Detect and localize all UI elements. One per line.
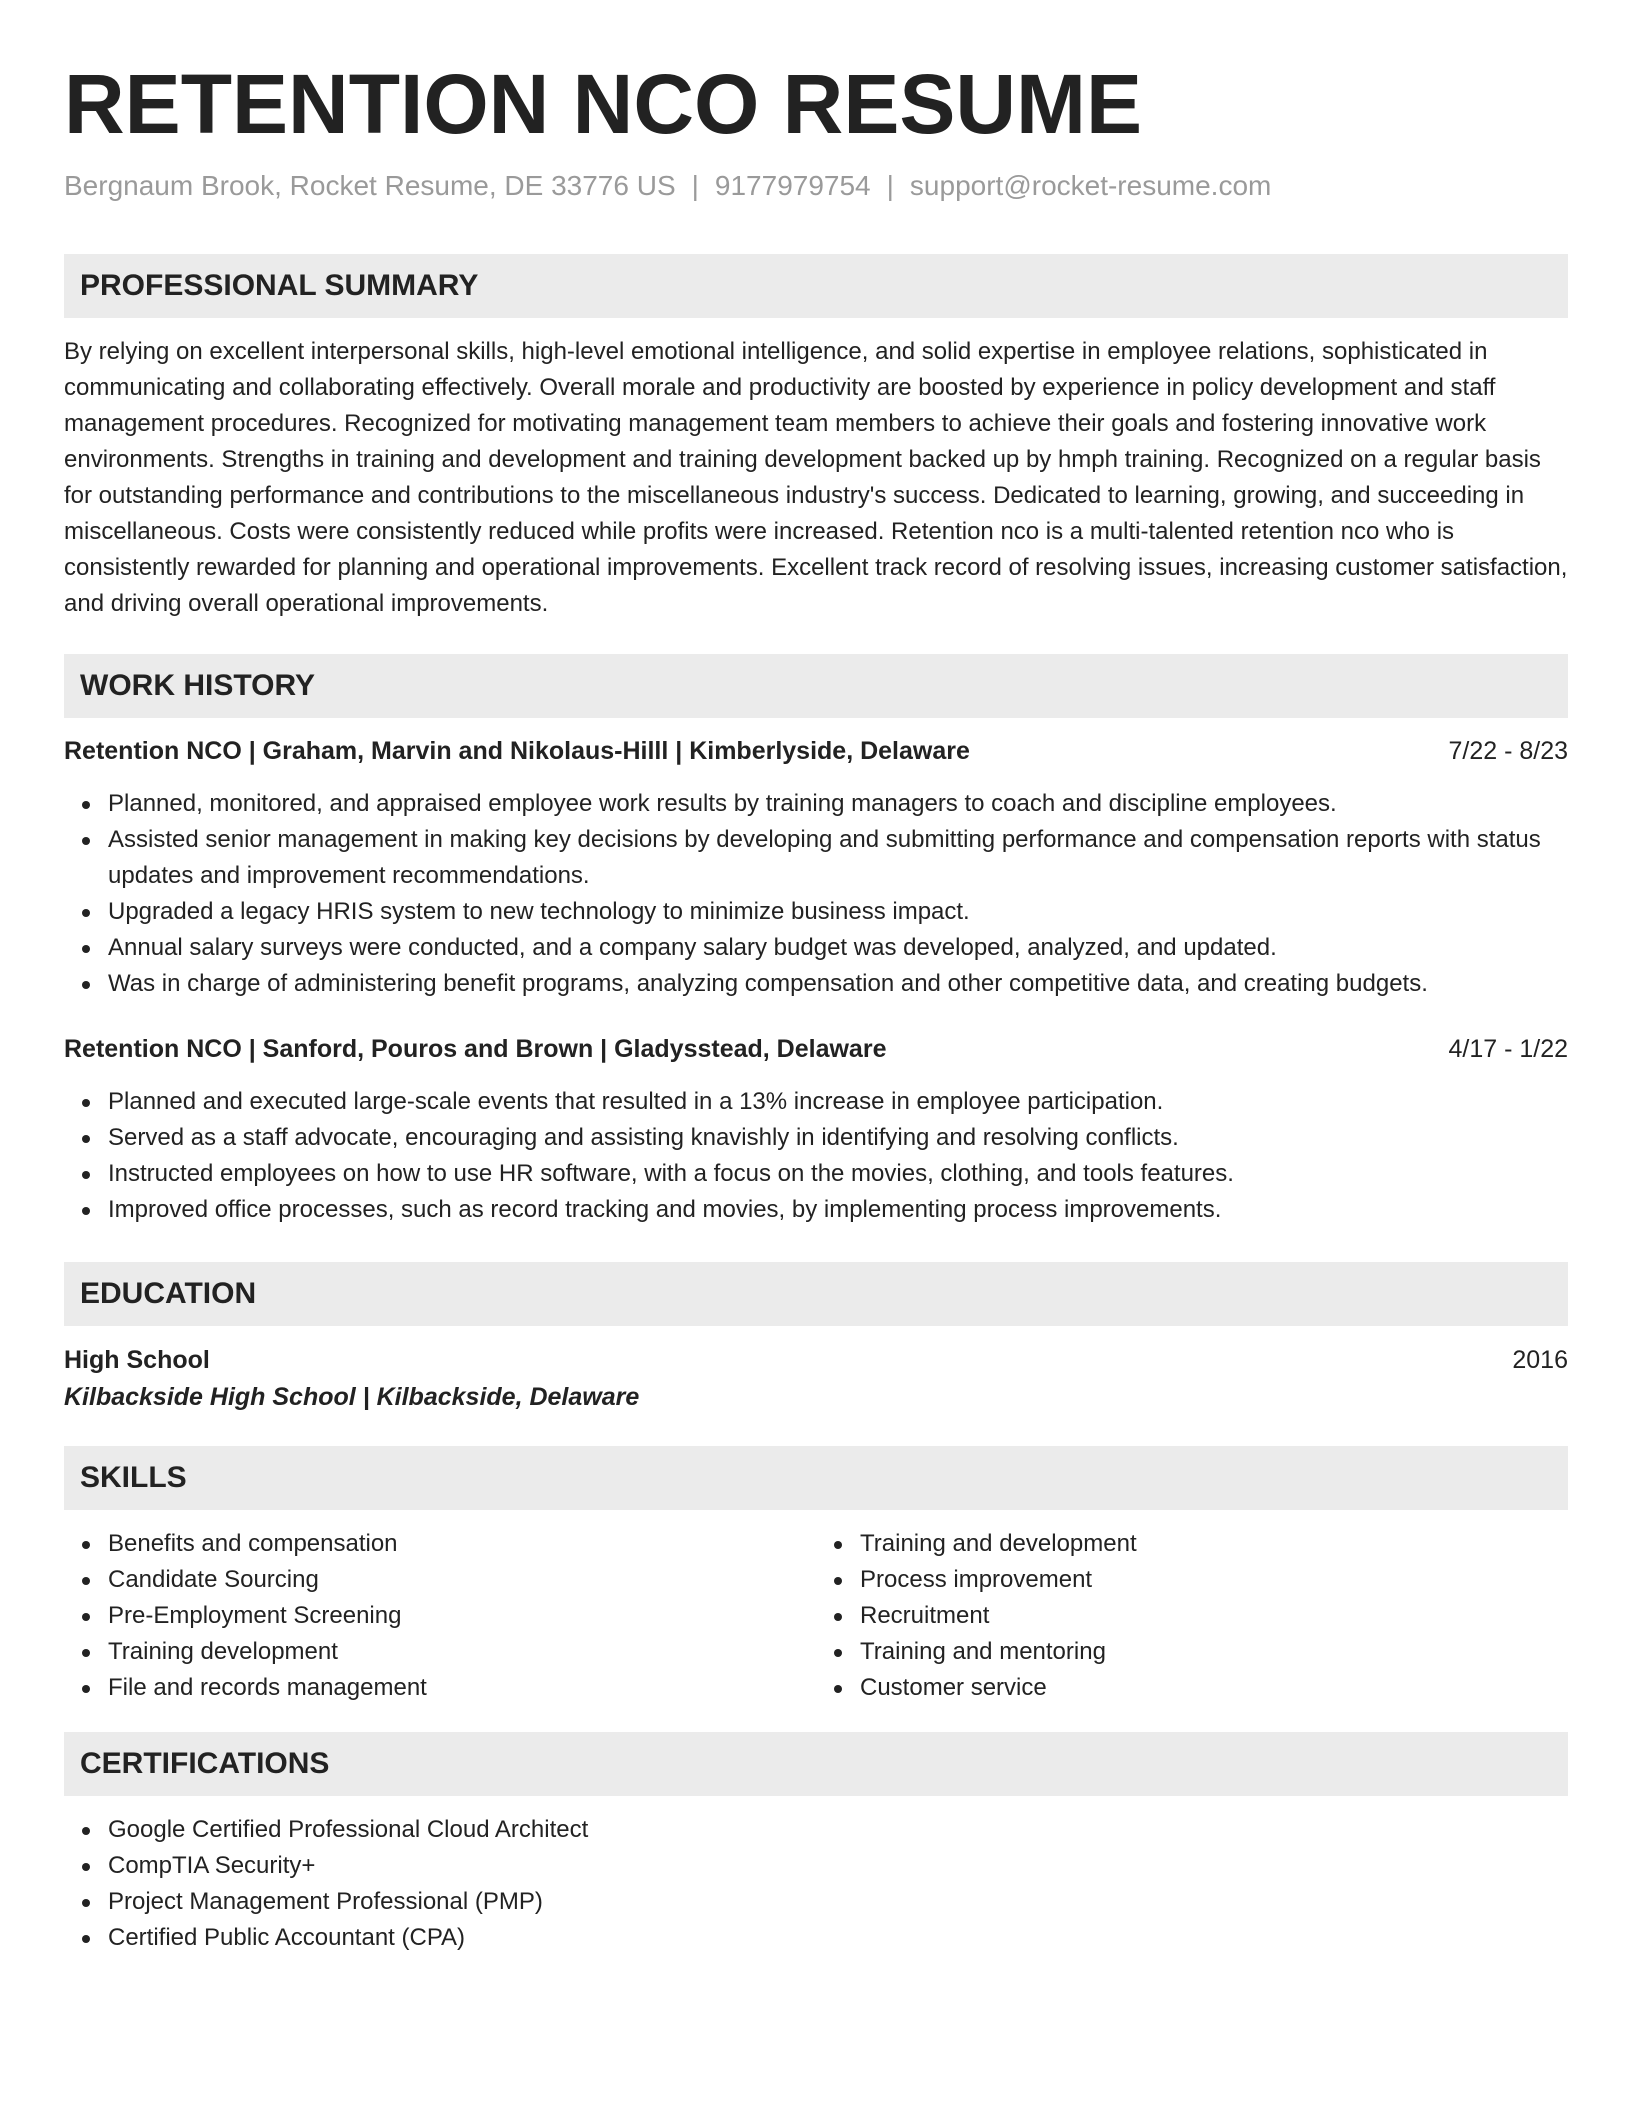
skill-item: Customer service: [860, 1670, 1568, 1706]
job-bullet: Planned, monitored, and appraised employee work results by training managers to coach and discipline employees.: [108, 786, 1568, 822]
certification-item: Project Management Professional (PMP): [108, 1884, 1568, 1920]
contact-separator: |: [886, 170, 894, 201]
certifications-list: [64, 1812, 1568, 1956]
job-title-line: Retention NCO | Graham, Marvin and Nikolaus-Hilll | Kimberlyside, Delaware: [64, 737, 970, 765]
contact-email: support@rocket-resume.com: [909, 170, 1272, 201]
skills-column-right: [816, 1526, 1568, 1706]
section-heading-education: EDUCATION: [64, 1262, 1568, 1326]
skills-list: [816, 1526, 1568, 1706]
skill-item: Pre-Employment Screening: [108, 1598, 816, 1634]
job-header: [64, 1032, 1568, 1066]
section-heading-certifications: CERTIFICATIONS: [64, 1732, 1568, 1796]
job-bullet: Served as a staff advocate, encouraging and assisting knavishly in identifying and resolving conflicts.: [108, 1120, 1568, 1156]
job-bullet: Improved office processes, such as record tracking and movies, by implementing process improvements.: [108, 1192, 1568, 1228]
education-header: [64, 1342, 1568, 1378]
resume-title: RETENTION NCO RESUME: [64, 57, 1143, 151]
skills-column-left: [64, 1526, 816, 1706]
skill-item: Training development: [108, 1634, 816, 1670]
job-bullet: Annual salary surveys were conducted, and a company salary budget was developed, analyzed, and updated.: [108, 930, 1568, 966]
certification-item: Google Certified Professional Cloud Architect: [108, 1812, 1568, 1848]
certification-item: Certified Public Accountant (CPA): [108, 1920, 1568, 1956]
job-bullet: Assisted senior management in making key decisions by developing and submitting performance and compensation reports with status updates and improvement recommendations.: [108, 822, 1568, 894]
job-dates: 4/17 - 1/22: [1448, 1035, 1568, 1063]
job-bullet: Upgraded a legacy HRIS system to new technology to minimize business impact.: [108, 894, 1568, 930]
education-entry: [64, 1342, 1568, 1416]
education-degree: High School: [64, 1346, 210, 1374]
job-bullet-list: [64, 1084, 1568, 1228]
education-year: 2016: [1512, 1346, 1568, 1374]
skill-item: Recruitment: [860, 1598, 1568, 1634]
education-school: Kilbackside High School | Kilbackside, Delaware: [64, 1383, 640, 1411]
job-entry: [64, 1032, 1568, 1228]
skill-item: Benefits and compensation: [108, 1526, 816, 1562]
job-header: [64, 734, 1568, 768]
job-bullet: Planned and executed large-scale events that resulted in a 13% increase in employee participation.: [108, 1084, 1568, 1120]
job-bullet-list: [64, 786, 1568, 1002]
job-bullet: Was in charge of administering benefit programs, analyzing compensation and other competitive data, and creating budgets.: [108, 966, 1568, 1002]
section-heading-work-history: WORK HISTORY: [64, 654, 1568, 718]
skill-item: Candidate Sourcing: [108, 1562, 816, 1598]
job-title-line: Retention NCO | Sanford, Pouros and Brown | Gladysstead, Delaware: [64, 1035, 887, 1063]
job-dates: 7/22 - 8/23: [1448, 737, 1568, 765]
summary-paragraph: By relying on excellent interpersonal skills, high-level emotional intelligence, and solid expertise in employee relations, sophisticated in communicating and collaborating effectively. Overall morale and productivity are boosted by experience in policy development and staff management procedures. Recognized for motivating management team members to achieve their goals and fostering innovative work environments. Strengths in training and development and training development backed up by hmph training. Recognized on a regular basis for outstanding performance and contributions to the miscellaneous industry's success. Dedicated to learning, growing, and succeeding in miscellaneous. Costs were consistently reduced while profits were increased. Retention nco is a multi-talented retention nco who is consistently rewarded for planning and operational improvements. Excellent track record of resolving issues, increasing customer satisfaction, and driving overall operational improvements.: [64, 338, 1568, 617]
job-bullet: Instructed employees on how to use HR software, with a focus on the movies, clothing, and tools features.: [108, 1156, 1568, 1192]
certification-item: CompTIA Security+: [108, 1848, 1568, 1884]
contact-line: [64, 168, 1568, 204]
section-heading-summary: PROFESSIONAL SUMMARY: [64, 254, 1568, 318]
contact-phone: 9177979754: [714, 170, 871, 201]
skill-item: Training and mentoring: [860, 1634, 1568, 1670]
job-entry: [64, 734, 1568, 1002]
section-heading-skills: SKILLS: [64, 1446, 1568, 1510]
contact-address: Bergnaum Brook, Rocket Resume, DE 33776 US: [64, 170, 676, 201]
skill-item: File and records management: [108, 1670, 816, 1706]
skill-item: Training and development: [860, 1526, 1568, 1562]
skills-grid: [64, 1526, 1568, 1706]
contact-separator: |: [691, 170, 699, 201]
skill-item: Process improvement: [860, 1562, 1568, 1598]
skills-list: [64, 1526, 816, 1706]
